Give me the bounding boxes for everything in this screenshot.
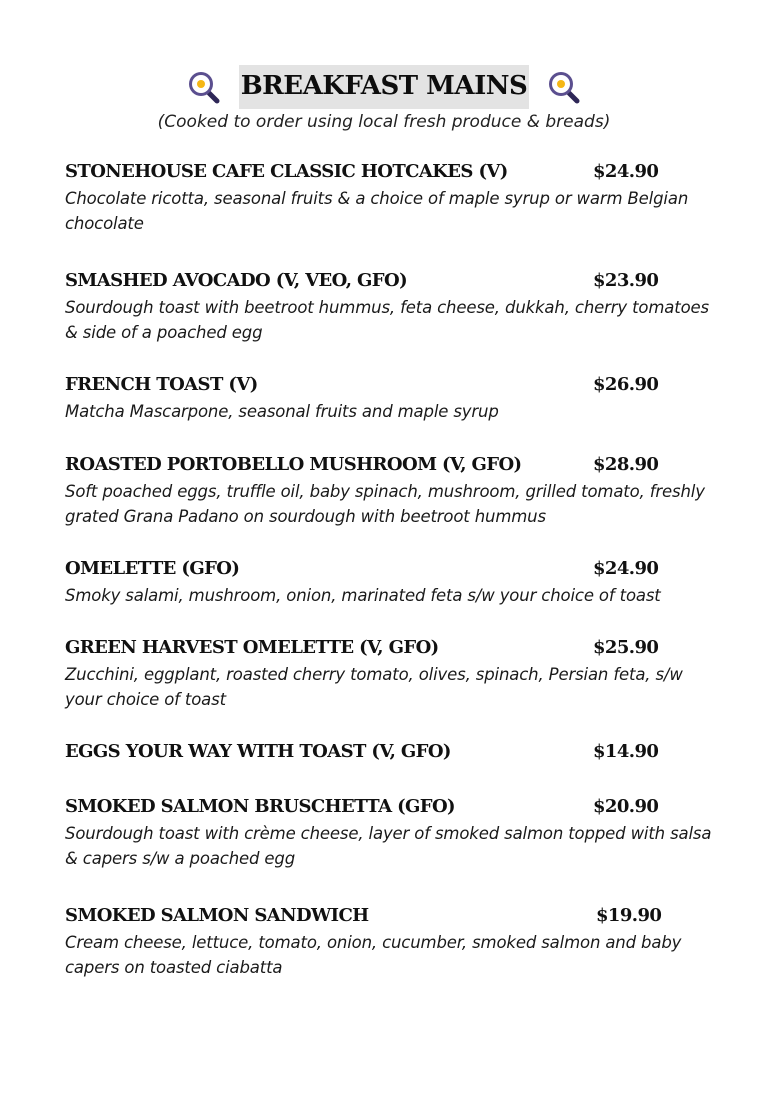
menu-item-price: $23.90	[593, 270, 659, 291]
menu-item-price: $24.90	[593, 558, 659, 579]
menu-item-price: $26.90	[593, 374, 659, 395]
menu-item	[65, 557, 715, 608]
menu-item-name: FRENCH TOAST (V)	[65, 374, 258, 395]
menu-item-description: Zucchini, eggplant, roasted cherry tomato, olives, spinach, Persian feta, s/w your choice of toast	[65, 665, 683, 709]
menu-item-description: Soft poached eggs, truffle oil, baby spinach, mushroom, grilled tomato, freshly grated Grana Padano on sourdough with beetroot hummus	[65, 482, 705, 526]
menu-item	[65, 373, 715, 424]
menu-item-description: Chocolate ricotta, seasonal fruits & a choice of maple syrup or warm Belgian chocolate	[65, 189, 689, 233]
menu-item	[65, 904, 715, 980]
menu-item-name: OMELETTE (GFO)	[65, 558, 240, 579]
menu-item-description: Cream cheese, lettuce, tomato, onion, cucumber, smoked salmon and baby capers on toasted ciabatta	[65, 933, 682, 977]
menu-item-price: $25.90	[593, 637, 659, 658]
menu-item-description: Sourdough toast with crème cheese, layer of smoked salmon topped with salsa & capers s/w a poached egg	[65, 824, 712, 868]
menu-item-description: Sourdough toast with beetroot hummus, feta cheese, dukkah, cherry tomatoes & side of a poached egg	[65, 298, 709, 342]
menu-item-name: EGGS YOUR WAY WITH TOAST (V, GFO)	[65, 741, 451, 762]
menu-item-name: SMOKED SALMON SANDWICH	[65, 905, 369, 926]
menu-item	[65, 269, 715, 345]
menu-item-price: $19.90	[596, 905, 662, 926]
page-title: BREAKFAST MAINS	[239, 65, 530, 109]
menu-item-description: Matcha Mascarpone, seasonal fruits and maple syrup	[65, 402, 499, 421]
menu-item-name: STONEHOUSE CAFE CLASSIC HOTCAKES (V)	[65, 161, 508, 182]
menu-item	[65, 636, 715, 712]
menu-item-price: $14.90	[593, 741, 659, 762]
menu-item-description: Smoky salami, mushroom, onion, marinated feta s/w your choice of toast	[65, 586, 661, 605]
menu-item	[65, 740, 715, 766]
menu-item-price: $20.90	[593, 796, 659, 817]
menu-item-name: SMOKED SALMON BRUSCHETTA (GFO)	[65, 796, 455, 817]
menu-item-price: $28.90	[593, 454, 659, 475]
menu-item	[65, 160, 715, 236]
menu-item-name: GREEN HARVEST OMELETTE (V, GFO)	[65, 637, 439, 658]
menu-item-price: $24.90	[593, 161, 659, 182]
page-subtitle: (Cooked to order using local fresh produce & breads)	[157, 112, 611, 132]
menu-item-name: ROASTED PORTOBELLO MUSHROOM (V, GFO)	[65, 454, 522, 475]
menu-item-name: SMASHED AVOCADO (V, VEO, GFO)	[65, 270, 407, 291]
menu-item	[65, 453, 715, 529]
menu-item	[65, 795, 715, 871]
